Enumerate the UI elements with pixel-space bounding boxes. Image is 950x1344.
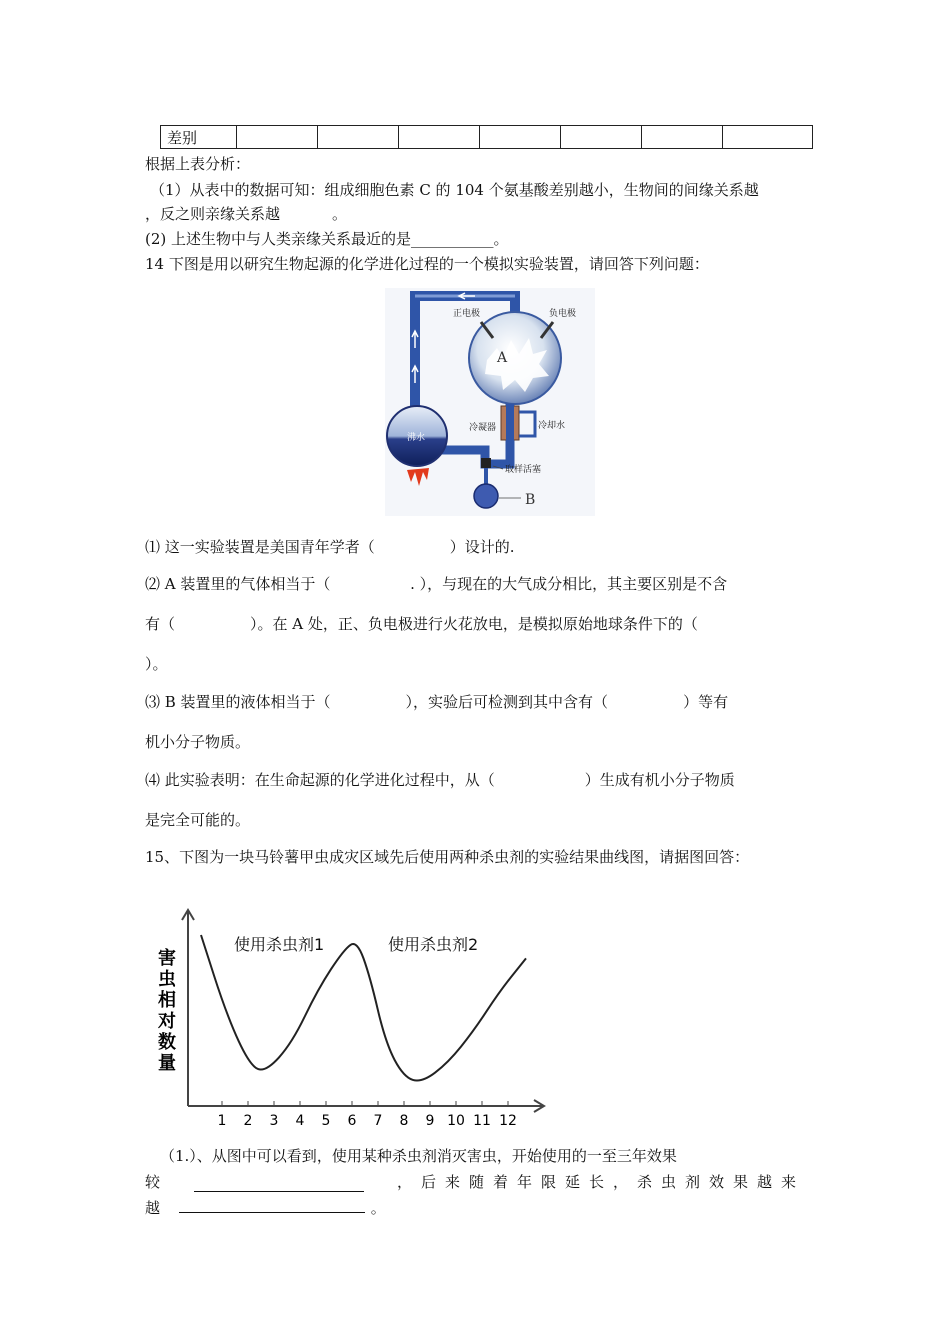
q15-1c-pre: 越 bbox=[145, 1199, 161, 1217]
q15-1-line-a: （1.）、从图中可以看到，使用某种杀虫剂消灭害虫，开始使用的一至三年效果 bbox=[160, 1147, 677, 1165]
label-cooling-water: 冷却水 bbox=[538, 421, 566, 431]
x-tick-label: 5 bbox=[321, 1113, 331, 1129]
analysis-intro: 根据上表分析： bbox=[145, 155, 251, 173]
x-tick-label: 6 bbox=[347, 1113, 357, 1129]
label-positive-electrode: 正电极 bbox=[453, 309, 481, 319]
q15-1-line-b bbox=[145, 1172, 805, 1192]
difference-table bbox=[160, 125, 813, 149]
sample-valve bbox=[481, 458, 491, 468]
x-tick-label: 4 bbox=[295, 1113, 305, 1129]
table-cell bbox=[561, 126, 642, 149]
series-line bbox=[201, 935, 526, 1080]
answer-blank[interactable] bbox=[194, 1177, 364, 1192]
x-tick-label: 10 bbox=[447, 1113, 465, 1129]
label-A: A bbox=[497, 350, 508, 366]
pest-population-chart bbox=[150, 900, 560, 1130]
answer-blank[interactable] bbox=[179, 1198, 365, 1213]
x-tick-label: 3 bbox=[269, 1113, 279, 1129]
q15-1-pre: 较 bbox=[145, 1173, 161, 1191]
x-tick-label: 1 bbox=[217, 1113, 227, 1129]
y-axis-label-text: 害虫相对数量 bbox=[158, 948, 176, 1074]
q13-1-text: ，反之则亲缘关系越 bbox=[145, 205, 281, 223]
x-tick-label: 2 bbox=[243, 1113, 253, 1129]
table-cell bbox=[237, 126, 318, 149]
q13-2: (2) 上述生物中与人类亲缘关系最近的是___________。 bbox=[145, 230, 509, 248]
q15-title: 15、下图为一块马铃薯甲虫成灾区域先后使用两种杀虫剂的实验结果曲线图，请据图回答： bbox=[145, 848, 750, 866]
q14-2-line-a: ⑵ A 装置里的气体相当于（ . ），与现在的大气成分相比，其主要区别是不含 bbox=[145, 575, 728, 593]
q14-1: ⑴ 这一实验装置是美国青年学者（ ）设计的. bbox=[145, 538, 515, 556]
q14-title: 14 下图是用以研究生物起源的化学进化过程的一个模拟实验装置，请回答下列问题： bbox=[145, 255, 709, 273]
q15-1-mid: ，后来随着年限延长，杀虫剂效果越来 bbox=[396, 1173, 805, 1191]
q14-3-line-b: 机小分子物质。 bbox=[145, 733, 251, 751]
q13-1-line-a: （1）从表中的数据可知：组成细胞色素 C 的 104 个氨基酸差别越小，生物间的间缘关系越 bbox=[150, 181, 759, 199]
q14-4-line-a: ⑷ 此实验表明：在生命起源的化学进化过程中，从（ ）生成有机小分子物质 bbox=[145, 771, 735, 789]
label-negative-electrode: 负电极 bbox=[549, 309, 577, 319]
q15-1c-end: 。 bbox=[370, 1199, 386, 1217]
flask-B bbox=[474, 484, 498, 508]
x-tick-label: 7 bbox=[373, 1113, 383, 1129]
q13-1-end: 。 bbox=[332, 205, 348, 223]
table-cell bbox=[480, 126, 561, 149]
x-tick-label: 12 bbox=[499, 1113, 517, 1129]
q15-1-line-c bbox=[145, 1198, 386, 1218]
miller-apparatus-figure bbox=[385, 288, 595, 516]
x-tick-label: 8 bbox=[399, 1113, 409, 1129]
x-tick-label: 9 bbox=[425, 1113, 435, 1129]
table-cell bbox=[642, 126, 723, 149]
label-condenser: 冷凝器 bbox=[469, 423, 497, 433]
q14-2-line-c: ）。 bbox=[145, 655, 168, 673]
q14-3-line-a: ⑶ B 装置里的液体相当于（ ），实验后可检测到其中含有（ ）等有 bbox=[145, 693, 729, 711]
y-axis-label bbox=[158, 947, 176, 1074]
q14-4-line-b: 是完全可能的。 bbox=[145, 811, 251, 829]
table-cell bbox=[723, 126, 813, 149]
table-cell bbox=[318, 126, 399, 149]
table-cell bbox=[399, 126, 480, 149]
annotation-pesticide-1: 使用杀虫剂1 bbox=[234, 935, 325, 954]
q14-2-line-b: 有（ ）。在 A 处，正、负电极进行火花放电，是模拟原始地球条件下的（ bbox=[145, 615, 698, 633]
annotation-pesticide-2: 使用杀虫剂2 bbox=[388, 935, 479, 954]
label-boiling-water: 沸水 bbox=[407, 433, 426, 443]
label-B: B bbox=[525, 492, 536, 508]
q13-1-line-b bbox=[145, 204, 347, 224]
table-row-label: 差别 bbox=[161, 126, 237, 149]
x-tick-label: 11 bbox=[473, 1113, 491, 1129]
label-sample-valve: 取样活塞 bbox=[505, 465, 542, 475]
table-row bbox=[161, 126, 813, 149]
